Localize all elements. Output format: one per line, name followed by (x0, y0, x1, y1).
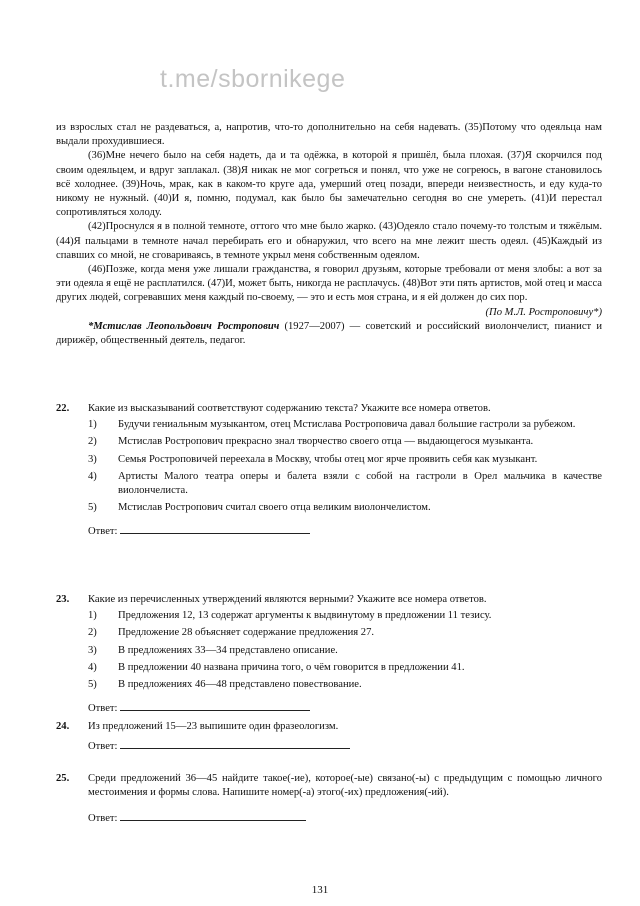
answer-label: Ответ: (88, 703, 118, 715)
footnote-name: *Мстислав Леопольдович Ростропович (88, 320, 280, 332)
question-text: Какие из высказываний соответствуют содержанию текста? Укажите все номера ответов. (88, 403, 491, 414)
question-text: Из предложений 15—23 выпишите один фразеологизм. (88, 721, 339, 732)
answer-row (88, 738, 602, 754)
option-item (88, 501, 602, 515)
answer-row (88, 700, 602, 716)
option-text: В предложениях 46—48 представлено повествование. (118, 679, 362, 691)
question-number: 23. (56, 594, 70, 605)
option-item (88, 453, 602, 467)
option-number: 3) (88, 644, 97, 656)
question-25 (56, 772, 602, 827)
page-number: 131 (311, 884, 329, 896)
passage-source: (По М.Л. Ростроповичу*) (485, 306, 602, 318)
option-item (88, 626, 602, 640)
author-footnote (56, 320, 602, 348)
option-text: Мстислав Ростропович прекрасно знал творчество своего отца — выдающегося музыканта. (118, 436, 534, 448)
option-text: Предложения 12, 13 содержат аргументы к выдвинутому в предложении 11 тезису. (118, 610, 492, 622)
answer-field[interactable] (120, 523, 310, 534)
option-item (88, 418, 602, 432)
option-number: 3) (88, 453, 97, 465)
question-22 (56, 402, 602, 540)
answer-label: Ответ: (88, 813, 118, 825)
option-item (88, 435, 602, 449)
paragraph-3: (42)Проснулся я в полной темноте, оттого что мне было жарко. (43)Одеяло стало почему-то толстым и тяжёлым. (44)Я пальцами в темноте начал перебирать его и обнаружил, что всего на мне лежит шесть одеял. (45)Каждый из спавших со мной, не сговариваясь, в темноте укрыл меня собственным одеялом. (56, 221, 602, 261)
option-item (88, 678, 602, 692)
text-passage (56, 121, 602, 348)
answer-field[interactable] (120, 810, 306, 821)
option-number: 4) (88, 470, 97, 482)
option-text: Предложение 28 объясняет содержание предложения 27. (118, 627, 375, 639)
option-number: 2) (88, 627, 97, 639)
answer-label: Ответ: (88, 526, 118, 538)
option-number: 5) (88, 679, 97, 691)
paragraph-2: (36)Мне нечего было на себя надеть, да и та одёжка, в которой я пришёл, была плохая. (37)Я скорчился под своим одеяльцем, и вдруг заплакал. (38)Я никак не мог согреться и понял, что уже не согреюсь, в вагоне становилось всё холоднее. (39)Ночь, мрак, как в каком-то круге ада, умерший отец позади, впереди неизвестность, и еду куда-то никому не нужный. (40)И я, помню, подумал, как было бы замечательно сегодня во сне умереть. (41)И перестал сопротивляться холоду. (56, 150, 602, 219)
option-text: Будучи гениальным музыкантом, отец Мстислава Ростроповича давал большие гастроли за рубежом. (118, 419, 576, 431)
question-number: 25. (56, 773, 70, 784)
question-number: 22. (56, 403, 70, 414)
answer-row (88, 810, 602, 826)
watermark: t.me/sbornikege (160, 65, 346, 93)
option-list (88, 609, 602, 692)
paragraph-1: из взрослых стал не раздеваться, а, напротив, что-то дополнительно на себя надевать. (35)Потому что одеяльца нам выдали прохудившиеся. (56, 122, 602, 148)
paragraph-4: (46)Позже, когда меня уже лишали гражданства, я говорил друзьям, которые требовали от меня злобы: а вот за эти одеяла я ещё не расплатился. (47)И, может быть, никогда не расплачусь. (48)Вот эти пять артистов, мой отец и масса других людей, согревавших меня каждый по-своему, — это и есть моя страна, и я ей должен до сих пор. (56, 264, 602, 304)
option-item (88, 609, 602, 623)
option-text: В предложениях 33—34 представлено описание. (118, 644, 338, 656)
option-number: 4) (88, 661, 97, 673)
option-number: 5) (88, 502, 97, 514)
option-number: 2) (88, 436, 97, 448)
question-text: Среди предложений 36—45 найдите такое(-ие), которое(-ые) связано(-ы) с предыдущим с помощью личного местоимения и формы слова. Напишите номер(-а) этого(-их) предложения(-ий). (88, 773, 602, 799)
option-text: Семья Ростроповичей переехала в Москву, чтобы отец мог ярче проявить себя как музыкант. (118, 453, 538, 465)
footnote-text: (1927—2007) — советский и российский виолончелист, пианист и дирижёр, общественный деятель, педагог. (56, 320, 603, 347)
answer-label: Ответ: (88, 741, 118, 753)
answer-row (88, 523, 602, 539)
question-24 (56, 720, 602, 754)
option-number: 1) (88, 610, 97, 622)
answer-field[interactable] (120, 700, 310, 711)
option-item (88, 470, 602, 498)
question-number: 24. (56, 721, 70, 732)
option-number: 1) (88, 419, 97, 431)
option-text: В предложении 40 названа причина того, о чём говорится в предложении 41. (118, 661, 465, 673)
option-text: Мстислав Ростропович считал своего отца великим виолончелистом. (118, 502, 431, 514)
option-text: Артисты Малого театра оперы и балета взяли с собой на гастроли в Орел мальчика в качестве виолончелиста. (118, 470, 602, 497)
answer-field[interactable] (120, 738, 350, 749)
question-23 (56, 593, 602, 716)
option-list (88, 418, 602, 515)
option-item (88, 644, 602, 658)
question-text: Какие из перечисленных утверждений являются верными? Укажите все номера ответов. (88, 594, 487, 605)
option-item (88, 661, 602, 675)
